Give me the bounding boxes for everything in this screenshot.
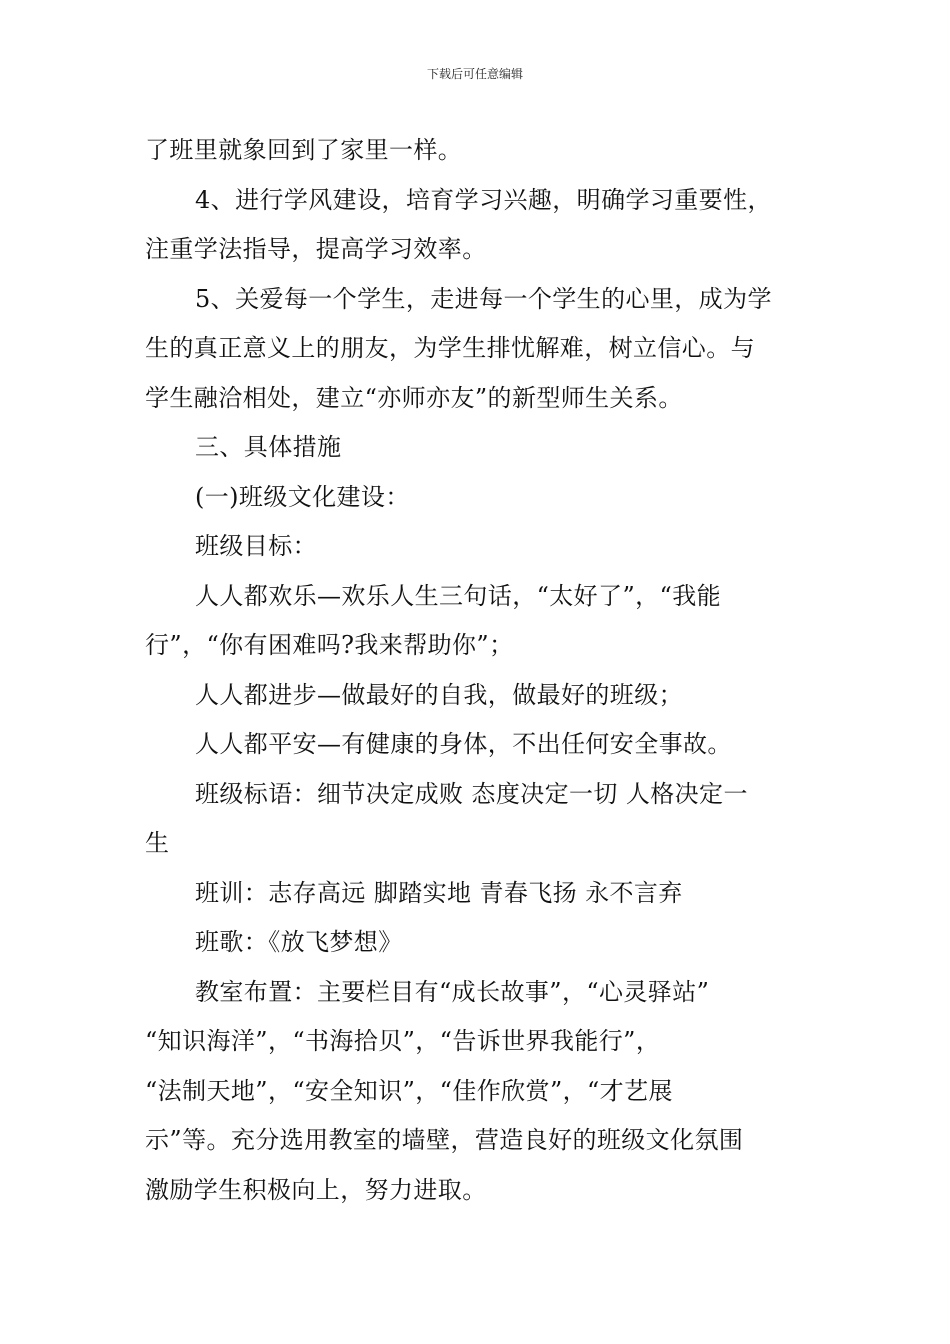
text-line: 班级目标： [195,532,317,560]
section-heading: 三、具体措施 [195,433,342,461]
text-line: 班训：志存高远 脚踏实地 青春飞扬 永不言弃 [195,878,683,907]
text-line: 5、关爱每一个学生，走进每一个学生的心里，成为学 [195,284,772,313]
text-line: 激励学生积极向上，努力进取。 [145,1175,487,1204]
text-line: 人人都平安—有健康的身体，不出任何安全事故。 [195,730,732,758]
text-line: 行”，“你有困难吗?我来帮助你”； [145,631,514,659]
page-header: 下载后可任意编辑 [426,67,523,81]
text-line: 学生融洽相处，建立“亦师亦友”的新型师生关系。 [145,383,683,412]
document-body [145,126,813,1215]
text-line: 生 [145,829,170,857]
text-line: 班级标语：细节决定成败 态度决定一切 人格决定一 [195,779,748,808]
text-line: 示”等。充分选用教室的墙壁，营造良好的班级文化氛围 [145,1126,744,1154]
subsection-heading: (一)班级文化建设： [195,482,410,511]
text-line: 人人都进步—做最好的自我，做最好的班级； [195,680,683,709]
text-line: 了班里就象回到了家里一样。 [145,136,463,164]
text-line: 注重学法指导，提高学习效率。 [145,235,487,263]
text-line: 教室布置：主要栏目有“成长故事”，“心灵驿站” [195,977,710,1006]
text-line: 生的真正意义上的朋友，为学生排忧解难，树立信心。与 [145,334,755,362]
text-line: 人人都欢乐—欢乐人生三句话，“太好了”，“我能 [195,581,722,610]
text-line: 班歌：《放飞梦想》 [195,928,403,956]
text-line: “法制天地”，“安全知识”，“佳作欣赏”，“才艺展 [145,1076,673,1105]
text-line: “知识海洋”，“书海拾贝”，“告诉世界我能行”， [145,1027,661,1055]
text-line: 4、进行学风建设，培育学习兴趣，明确学习重要性， [195,185,772,214]
